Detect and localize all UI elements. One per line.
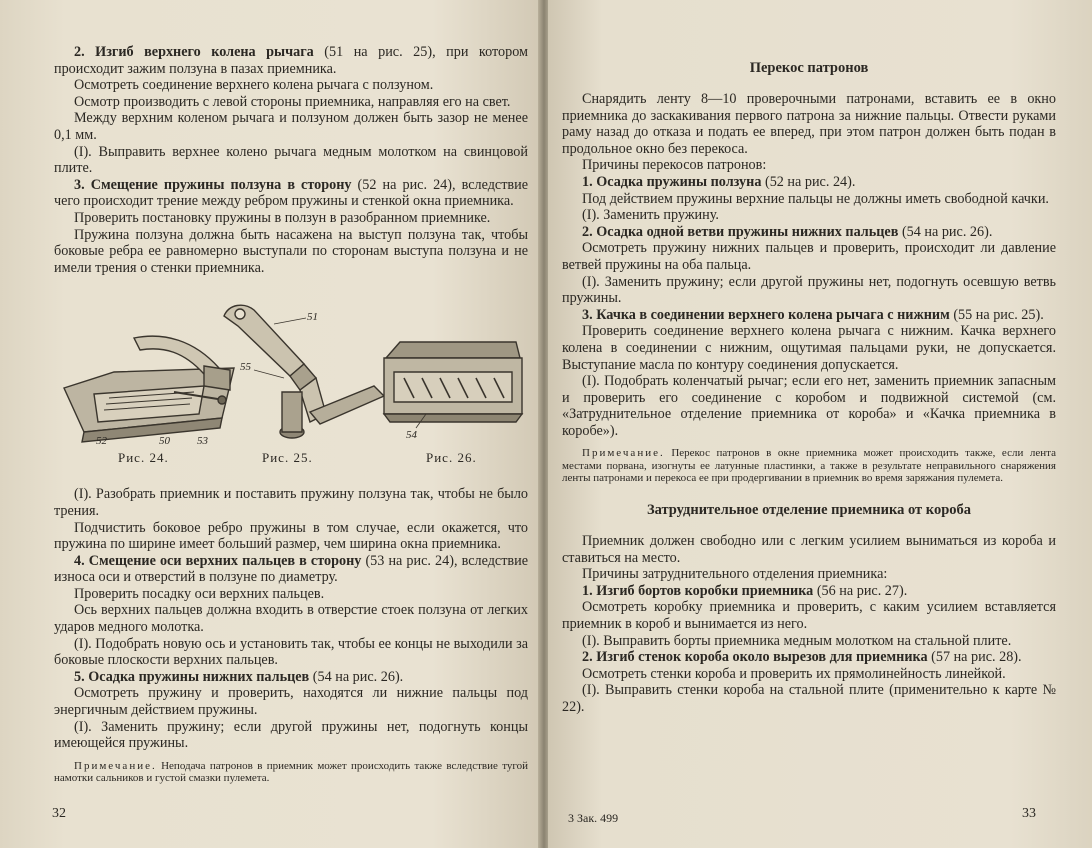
right-note-label: Примечание. bbox=[582, 447, 665, 460]
paragraph: Осмотреть коробку приемника и проверить, с каким усилием вставляется приемник в короб и вынимается из него. bbox=[562, 599, 1056, 633]
paragraph: (I). Заменить пружину; если другой пружины нет, подогнуть осевшую ветвь пружины. bbox=[562, 273, 1056, 307]
heading-cartridge-skew: Перекос патронов bbox=[749, 60, 869, 76]
paragraph: Причины затруднительного отделения приемника: bbox=[582, 566, 888, 583]
paragraph: Осмотреть пружину нижних пальцев и проверить, происходит ли давление ветвей пружины на оба пальца. bbox=[562, 240, 1056, 273]
cause-number: 1. bbox=[582, 582, 593, 599]
paragraph: (I). Выправить стенки короба на стальной плите (применительно к карте № 22). bbox=[562, 682, 1056, 716]
cause-number: 2. bbox=[74, 44, 85, 60]
numbered-cause bbox=[562, 649, 1056, 666]
cause-title: Смещение пружины ползуна в сторону bbox=[90, 176, 352, 193]
paragraph: (I). Выправить верхнее колено рычага медным молотком на свинцовой плите. bbox=[54, 143, 528, 177]
paragraph: Проверить соединение верхнего колена рычага с нижним. Качка верхнего колена в соединении с нижним, ощутимая пальцами руки, не допускается. Выступание масла по контуру соединения допускается. bbox=[562, 323, 1056, 373]
paragraph: Причины перекосов патронов: bbox=[582, 157, 767, 174]
cause-title: Изгиб верхнего колена рычага bbox=[95, 44, 314, 60]
right-note bbox=[562, 447, 1056, 484]
left-note bbox=[54, 760, 528, 784]
label-50: 50 bbox=[159, 435, 170, 448]
cause-reference: (51 на рис. 25), при котором происходит зажим ползуна в пазах приемника. bbox=[54, 44, 529, 77]
label-52: 52 bbox=[96, 435, 107, 448]
cause-number: 1. bbox=[582, 173, 593, 190]
label-51: 51 bbox=[307, 311, 318, 324]
right-text-bottom bbox=[562, 533, 1056, 716]
caption-fig24: Рис. 24. bbox=[118, 450, 169, 466]
right-note-text: Перекос патронов в окне приемника может происходить также, если лента местами порвана, изогнуты ее латунные пластинки, а также в результате неправильного снаряжения ленты патронами и перекоса ее при продергивании в приемник во время заряжания пулемета. bbox=[562, 447, 1056, 484]
cause-reference: (53 на рис. 24), вследствие износа оси и отверстий в ползуне по диаметру. bbox=[54, 552, 528, 586]
heading-receiver-separation: Затруднительное отделение приемника от короба bbox=[646, 502, 972, 519]
left-text-top bbox=[54, 44, 528, 276]
cause-reference: (54 на рис. 26). bbox=[312, 668, 404, 685]
fig24-receiver-drawing bbox=[64, 336, 234, 442]
cause-title: Осадка пружины ползуна bbox=[596, 173, 762, 190]
left-page bbox=[0, 0, 540, 848]
caption-fig26: Рис. 26. bbox=[426, 450, 477, 466]
paragraph: Между верхним коленом рычага и ползуном должен быть зазор не менее 0,1 мм. bbox=[54, 110, 528, 143]
cause-number: 4. bbox=[74, 552, 85, 569]
numbered-cause bbox=[562, 174, 1056, 191]
paragraph: (I). Подобрать коленчатый рычаг; если его нет, заменить приемник запасным и проверить его соединение с коробом и подвижной системой (см. «Затруднительное отделение приемника от короба» и «Качка приемника в коробе»). bbox=[562, 373, 1056, 439]
cause-number: 3. bbox=[582, 306, 593, 323]
cause-reference: (54 на рис. 26). bbox=[901, 223, 993, 240]
label-54: 54 bbox=[406, 429, 417, 442]
page-number-left: 32 bbox=[52, 806, 66, 821]
cause-title: Изгиб стенок короба около вырезов для приемника bbox=[596, 649, 928, 666]
cause-title: Смещение оси верхних пальцев в сторону bbox=[88, 552, 362, 569]
cause-reference: (57 на рис. 28). bbox=[931, 649, 1022, 666]
caption-fig25: Рис. 25. bbox=[262, 450, 313, 466]
right-text-top bbox=[562, 91, 1056, 439]
cause-reference: (55 на рис. 25). bbox=[953, 306, 1044, 323]
cause-title: Осадка одной ветви пружины нижних пальцев bbox=[596, 223, 899, 240]
label-53: 53 bbox=[197, 435, 208, 448]
paragraph: Осмотреть соединение верхнего колена рычага с ползуном. bbox=[74, 77, 434, 94]
paragraph: Подчистить боковое ребро пружины в том случае, если окажется, что пружина по ширине имеет больший размер, чем ширина окна приемника. bbox=[54, 519, 528, 553]
cause-number: 2. bbox=[582, 223, 593, 240]
paragraph: Осмотр производить с левой стороны приемника, направляя его на свет. bbox=[74, 93, 511, 110]
paragraph: (I). Разобрать приемник и поставить пружину ползуна так, чтобы не было трения. bbox=[54, 486, 528, 519]
cause-reference: (52 на рис. 24). bbox=[764, 173, 856, 190]
numbered-cause bbox=[54, 177, 528, 210]
paragraph: Пружина ползуна должна быть насажена на выступ ползуна так, чтобы боковые ребра ее равномерно выступали по сторонам выступа ползуна и не имели трения о стенки приемника. bbox=[54, 226, 528, 276]
cause-title: Осадка пружины нижних пальцев bbox=[88, 668, 310, 685]
paragraph: Под действием пружины верхние пальцы не должны иметь свободной качки. bbox=[582, 190, 1049, 207]
cause-title: Изгиб бортов коробки приемника bbox=[596, 582, 814, 599]
numbered-cause bbox=[562, 583, 1056, 600]
cause-number: 3. bbox=[74, 176, 85, 193]
left-note-text: Неподача патронов в приемник может происходить также вследствие тугой намотки сальников и густой смазки пулемета. bbox=[54, 759, 529, 785]
cause-reference: (56 на рис. 27). bbox=[816, 582, 908, 599]
numbered-cause bbox=[54, 669, 528, 686]
figures-row bbox=[54, 282, 528, 480]
numbered-cause bbox=[54, 553, 528, 586]
paragraph: Проверить постановку пружины в ползун в разобранном приемнике. bbox=[74, 209, 491, 226]
cause-number: 2. bbox=[582, 649, 593, 666]
left-text-bottom bbox=[54, 486, 528, 752]
paragraph: Проверить посадку оси верхних пальцев. bbox=[74, 585, 325, 602]
paragraph: Осмотреть пружину и проверить, находятся ли нижние пальцы под энергичным действием пружины. bbox=[54, 685, 528, 719]
right-page bbox=[548, 0, 1092, 848]
page-number-right: 33 bbox=[1022, 806, 1036, 821]
numbered-cause bbox=[54, 44, 528, 77]
paragraph: (I). Выправить борты приемника медным молотком на стальной плите. bbox=[582, 632, 1012, 649]
fig26-fingers-drawing bbox=[384, 342, 522, 422]
paragraph: Ось верхних пальцев должна входить в отверстие стоек ползуна от легких ударов медного молотка. bbox=[54, 602, 528, 636]
paragraph: Приемник должен свободно или с легким усилием выниматься из короба и ставиться на место. bbox=[562, 533, 1056, 566]
cause-number: 5. bbox=[74, 668, 85, 685]
printer-signature: 3 Зак. 499 bbox=[568, 811, 619, 825]
cause-reference: (52 на рис. 24), вследствие чего происходит трение между ребром пружины и стенкой окна приемника. bbox=[54, 176, 528, 210]
paragraph: Осмотреть стенки короба и проверить их прямолинейность линейкой. bbox=[582, 665, 1006, 682]
label-55: 55 bbox=[240, 361, 251, 374]
numbered-cause bbox=[562, 307, 1056, 324]
cause-title: Качка в соединении верхнего колена рычага с нижним bbox=[596, 306, 950, 323]
paragraph: Снарядить ленту 8—10 проверочными патронами, вставить ее в окно приемника до заскакивания первого патрона за нижние пальцы. Отвести руками раму назад до отказа и подать ее вперед, при этом патрон должен быть подан в продольное окно без перекоса. bbox=[562, 91, 1056, 157]
numbered-cause bbox=[562, 224, 1056, 241]
paragraph: (I). Заменить пружину. bbox=[582, 207, 719, 224]
left-note-label: Примечание. bbox=[74, 759, 157, 772]
paragraph: (I). Подобрать новую ось и установить так, чтобы ее концы не выходили за боковые плоскости верхних пальцев. bbox=[54, 635, 528, 669]
paragraph: (I). Заменить пружину; если другой пружины нет, подогнуть концы имеющейся пружины. bbox=[54, 718, 528, 752]
